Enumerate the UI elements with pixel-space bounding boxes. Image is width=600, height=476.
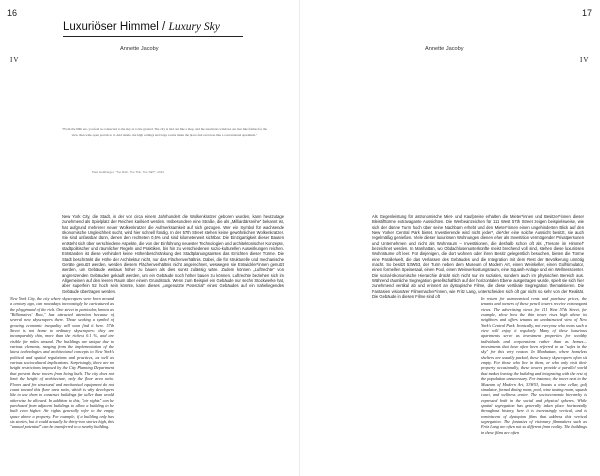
left-english-text [10, 296, 114, 472]
chapter-title-italic: Luxury Sky [168, 21, 220, 33]
epigraph-source: Paul Goldberger, "Too Rich, Too Thin, Too Tall?", 2014 [92, 170, 164, 174]
right-page-number: 17 [582, 8, 593, 18]
left-english-paragraph: New York City, the city where skyscrapers were born around a century ago, can nowadays increasingly be caricatured as the playground of the rich. One street in particular, known as "Billionaires' Row," has attracted attention because of several new skyscrapers there. Those seeking a symbol of growing economic inequality will soon find it here. 57th Street is not home to ordinary skyscrapers: they are incomparably thin, more than the richest 0.1 %, and are visible for miles around. The buildings are unique due to various elements, ranging from the implementation of the latest technologies and architectural concepts to New York's political and spatial regulations and practices, as well as various sociocultural implications. Surprisingly, there are no height restrictions imposed by the City Planning Department that prevent these towers from being built. The city does not limit the height of architecture, only the floor area ratio. Floors used for structural and mechanical equipment do not count toward this floor area ratio, which is why developers like to use them to construct buildings far taller than would otherwise be allowed. In addition to this, "air rights" can be purchased from adjacent buildings to allow a building to be built even higher. Air rights generally refer to the empty space above a property. For example, if a building only has six stories, but it could actually be thirty-two stories high, this "unused potential" can be transferred to a nearby building. [10, 296, 114, 430]
left-author: Annette Jacoby [120, 46, 159, 52]
left-section-marker: IV [10, 56, 20, 64]
chapter-title-regular: Luxuriöser Himmel / [63, 21, 169, 33]
left-german-paragraph: New York City, die Stadt, in der vor circa einem Jahrhundert die Wolkenkratzer geboren wurden, kann heutzutage zunehmend als Spielplatz der Reichen karikiert werden. Insbesondere eine Straße, die als „Milliardärsreihe“ bekannt ist, hat aufgrund mehrerer neuer Wolkenkratzer die Aufmerksamkeit auf sich gezogen. Wer ein Symbol für wachsende ökonomische Ungleichheit sucht, wird hier schnell fündig. In der 57th Street stehen keine gewöhnlichen Wolkenkratzer. Sie sind unfassbar dünn, denen den rechteten 0,5% und sind kilometerweit sichtbar. Die Einzigartigkeit dieser Bauten entsteht sich über verschiedene Aspekte, die von der Einführung neuester Technologien und architektonischer Konzepte, stadtpolitischer und räumlicher Regeln und Praktiken, bis hin zu verschiedenen sozio-kulturellen Auswirkungen reichen. Entstanden ist diese verhindert keine Höhenbeschränkung des Stadtplanungsamtes das Errichten dieser Türme. Die Stadt beschränkt die Höhe der Architektur nicht, nur das Flächenverhältnis. Dabei, die für strukturelle und mechanische Geräte genutzt werden, werden diesem Flächenverhältnis nicht angerechnet, weswegen sie Entwickler*innen genutzt werden, um Gebäude weitaus höher zu bauen als dies sonst zulässig wäre. Zudem können „Luftrechte“ von angrenzenden Gebäuden gekauft werden, um ein Gebäude noch höher bauen zu können. Luftrechte beziehen sich im Allgemeinen auf den leeren Raum über einem Grundstück. Wenn zum Beispiel ein Gebäude nur sechs Stockwerke hat, aber superfein 52 hoch sein könnte, kann dieses „ungenutzte Potenzial“ eines Gebäudes auf ein naheliegendes Gebäude übertragen werden. [62, 214, 284, 294]
right-german-paragraph: Als Gegenleistung für astronomische Miet- und Kaufpreise erhalten die Mieter*innen und Besitzer*innen dieser Bleistifttürme extravagante Aussichten. Die Werbeanzeichen für 111 West 57th Street zeigen beispielsweise, wie sich der dünne Turm hoch über seine Nachbarn erhebt und den Mieter*innen einen ungehinderten Blick auf den New Yorker Central Park bietet. Investierende wird nicht jeder*, die*der eine solche Aussicht besitzt, sie auch regelmäßig genießen. Viele dieser luxuriösen Wohnungen dienen eher als Investition vermögender Privatpersonen und Unternehmen und nicht als Wohnraum – Investitionen, die deshalb schon oft als „Tresore im Himmel“ bezeichnet werden. In Manhattan, wo Obdachlosenunterkünfte meist brechend voll sind, stehen diese luxuriösen Wohnräume oft leer. Für diejenigen, die dort wohnen oder ihren Besitz gelegentlich besuchen, bieten die Türme eine Parallelwelt, die das Verlassen des Gebäudes und die Integration mit dem Rest der Bevölkerung unnötig macht. So besitzt 53W53, der Turm neben dem Museum of Modern Art, einen Weinkeller, einen Golfsimulator, einen formellen Speisesaal, einen Pool, einen Weinverkostungsraum, eine Squash-Anlage und ein Wellnesscenter. Die sozial-ökonomische Hierarchie drückt sich nicht nur im sozialen, sondern auch im physischen Bereich aus. Während räumliche Segregation gesellschaftlich auf der horizontalen Ebene ausgetragen wurde, spielt sie sich hier zunehmend vertikal ab und erinnert an dystopische Filme, die diese vertikale Segregation thematisieren. Die Fantasien visionärer Filmemacher*innen, wie Fritz Lang, unterscheiden sich oft gar nicht so sehr von der Realität. Die Gebäude in diesen Filme sind oft [372, 214, 584, 300]
right-author: Annette Jacoby [425, 46, 464, 52]
right-section-marker: IV [580, 56, 590, 64]
chapter-title [63, 21, 220, 33]
right-english-text [481, 296, 587, 472]
page-gutter [299, 0, 300, 476]
left-page-number: 16 [7, 8, 18, 18]
right-english-paragraph: In return for astronomical rents and purchase prices, the tenants and owners of these pencil towers receive extravagant views. The advertising views for 111 West 57th Street, for example, show how the thin tower rises high above its neighbors and offers tenants an unobstructed view of New York's Central Park. Ironically, not everyone who owns such a view will enjoy it regularly. Many of these luxurious apartments serve as investment properties for wealthy individuals and corporations rather than as homes—investments that have often been referred to as "safes in the sky" for this very reason. In Manhattan, where homeless shelters are usually packed, these luxury skyscrapers often sit empty. For those who live in them, or who only visit their property occasionally, these towers provide a parallel world that makes leaving the building and integrating with the rest of the population unnecessary. For instance, the tower next to the Museum of Modern Art, 53W53, boasts a wine cellar, golf simulator, formal dining room, pool, wine tasting room, squash court, and wellness center. The socioeconomic hierarchy is expressed both in the social and physical spheres. While spatial segregation has generally taken place horizontally throughout history, here it is increasingly vertical, and is reminiscent of dystopian films that address this vertical segregation. The fantasies of visionary filmmakers such as Fritz Lang are often not so different from reality. The buildings in these films are often [481, 296, 587, 435]
epigraph-quote: "From the 90th are, you feel as connected to the sky as to the ground. The city is laid out like a map, and the enormous windows are less like frames for the view than wide open portals to it. And inside, the high ceilings and large rooms make the place feel even less like a conventional apartment." [62, 127, 267, 137]
title-underline [63, 36, 243, 37]
